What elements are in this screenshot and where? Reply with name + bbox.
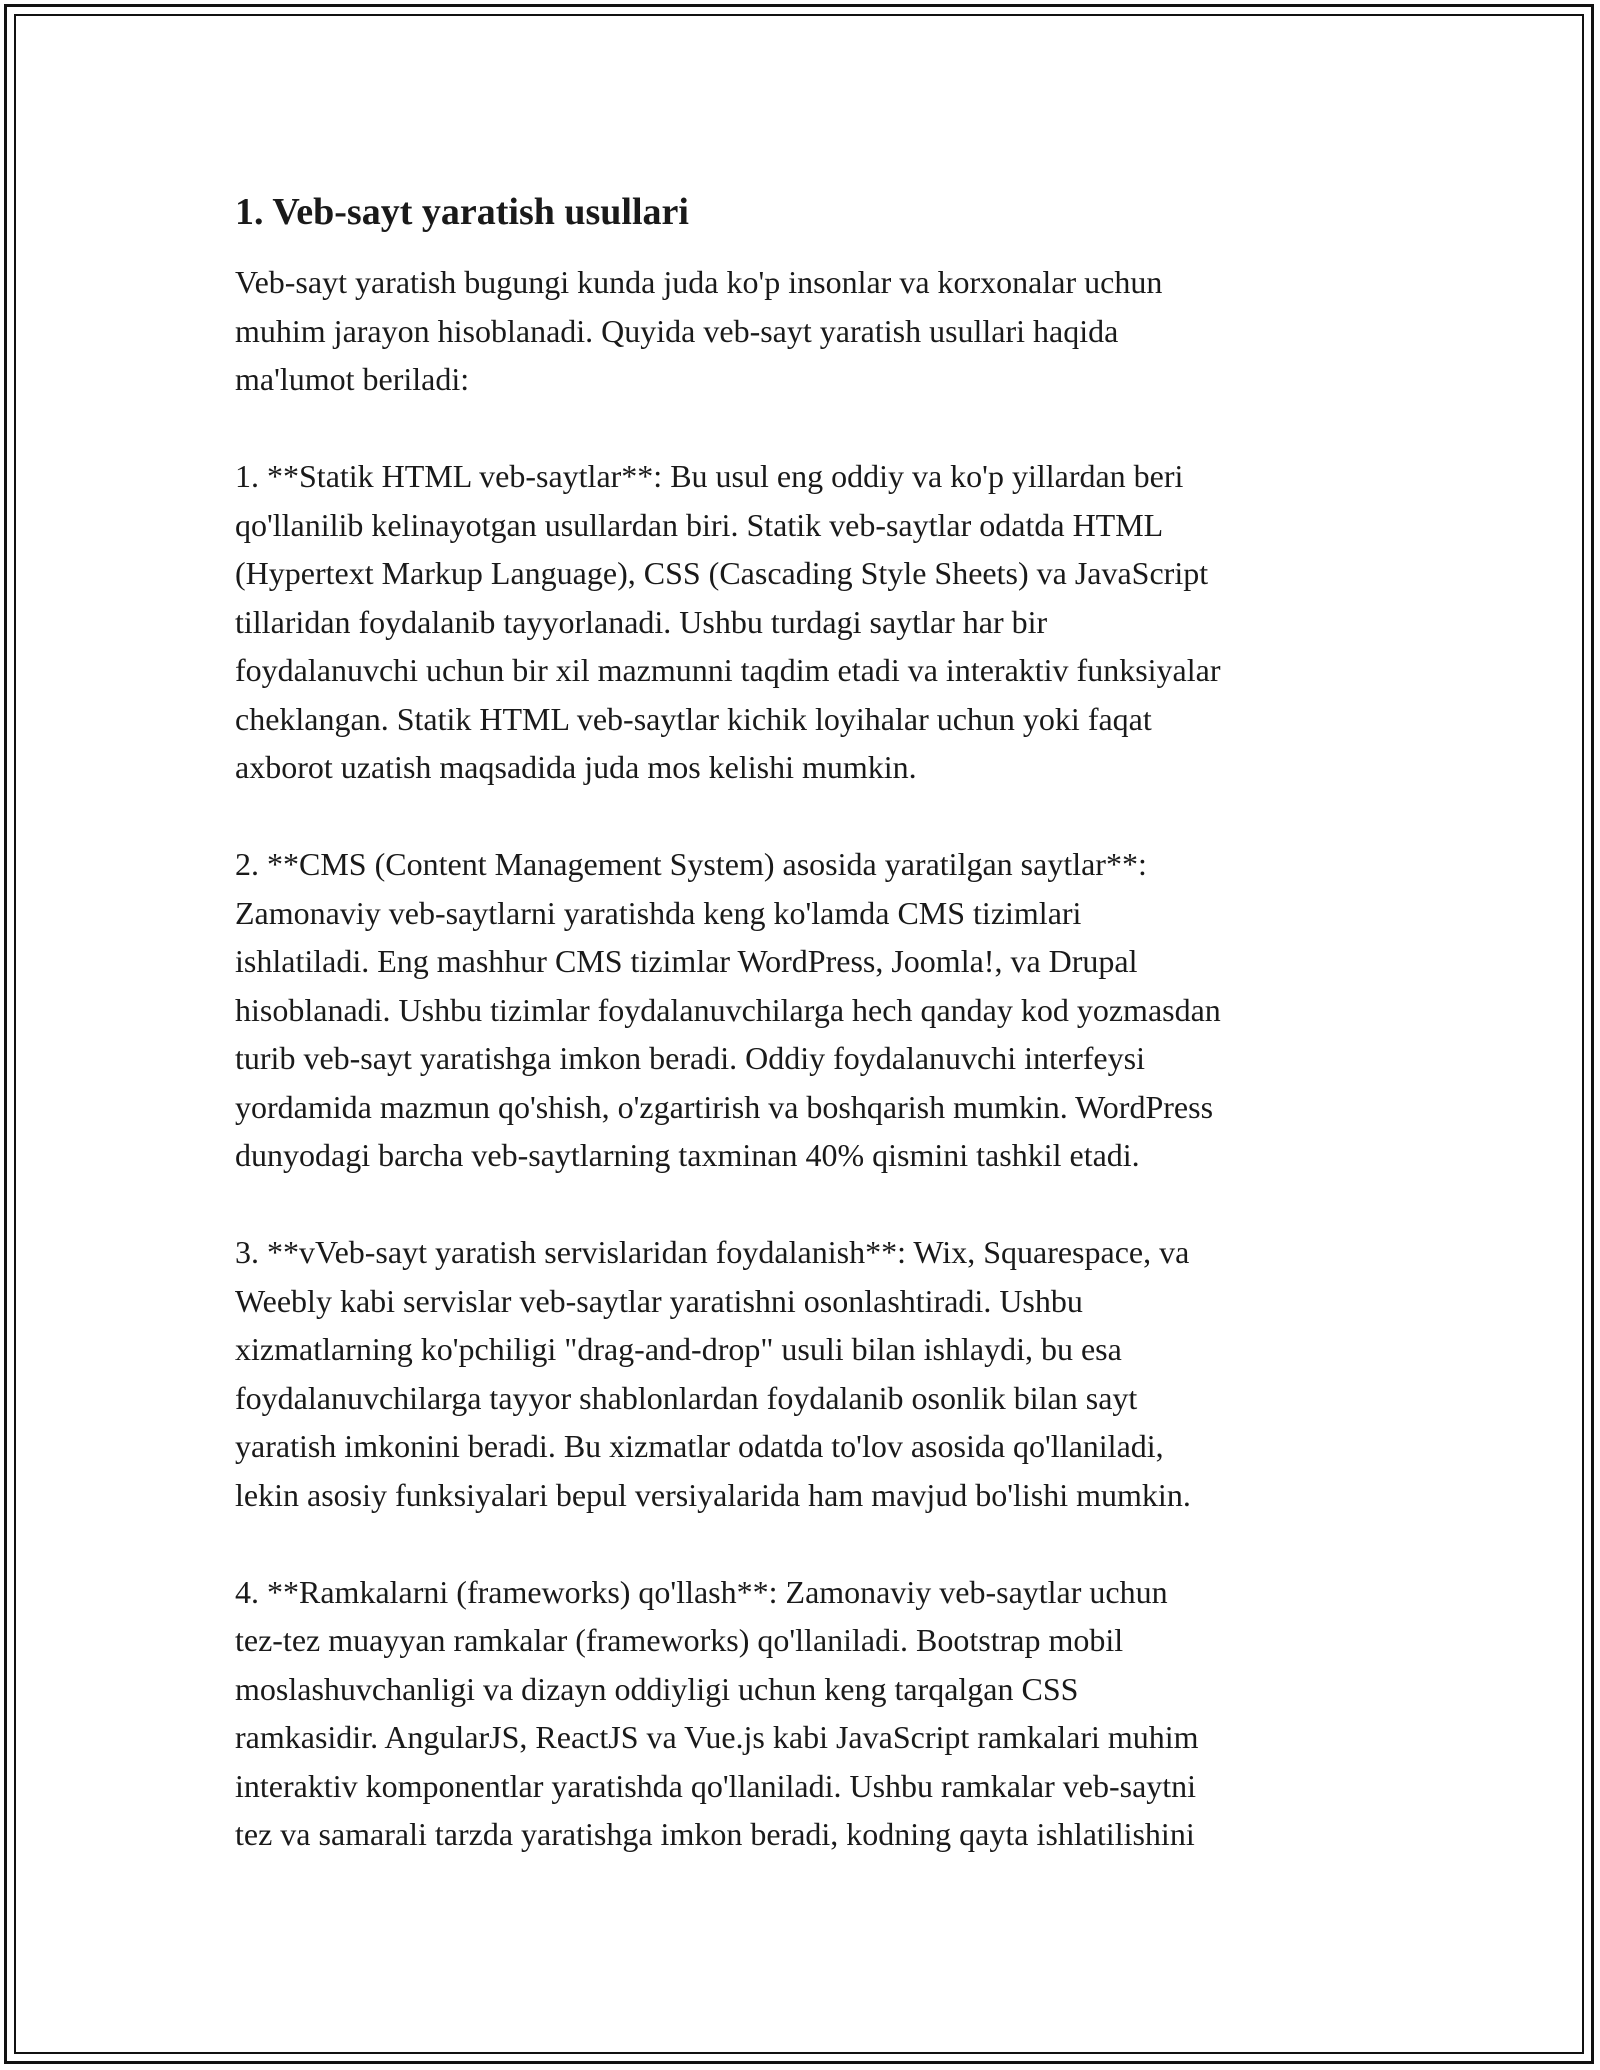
text-line: foydalanuvchilarga tayyor shablonlardan foydalanib osonlik bilan sayt <box>235 1379 1138 1416</box>
text-line: 4. **Ramkalarni (frameworks) qo'llash**: Zamonaviy veb-saytlar uchun <box>235 1573 1168 1610</box>
text-line: 3. **vVeb-sayt yaratish servislaridan foydalanish**: Wix, Squarespace, va <box>235 1234 1190 1270</box>
text-line: xizmatlarning ko'pchiligi "drag-and-drop" usuli bilan ishlaydi, bu esa <box>235 1331 1122 1367</box>
text-line: ramkasidir. AngularJS, ReactJS va Vue.js kabi JavaScript ramkalari muhim <box>235 1719 1199 1755</box>
text-line: yordamida mazmun qo'shish, o'zgartirish va boshqarish mumkin. WordPress <box>235 1088 1214 1125</box>
text-line: Zamonaviy veb-saytlarni yaratishda keng ko'lamda CMS tizimlari <box>235 894 1082 931</box>
text-line: axborot uzatish maqsadida juda mos kelishi mumkin. <box>235 749 917 785</box>
text-line: ma'lumot beriladi: <box>235 361 470 397</box>
text-line: (Hypertext Markup Language), CSS (Cascading Style Sheets) va JavaScript <box>235 555 1209 591</box>
text-line: cheklangan. Statik HTML veb-saytlar kichik loyihalar uchun yoki faqat <box>235 700 1152 737</box>
intro-paragraph <box>235 258 1365 404</box>
text-line: moslashuvchanligi va dizayn oddiyligi uchun keng tarqalgan CSS <box>235 1670 1079 1707</box>
text-line: ishlatiladi. Eng mashhur CMS tizimlar WordPress, Joomla!, va Drupal <box>235 943 1138 979</box>
text-line: turib veb-sayt yaratishga imkon beradi. Oddiy foydalanuvchi interfeysi <box>235 1040 1145 1076</box>
text-line: Veb-sayt yaratish bugungi kunda juda ko'p insonlar va korxonalar uchun <box>235 264 1163 300</box>
text-line: interaktiv komponentlar yaratishda qo'llaniladi. Ushbu ramkalar veb-saytni <box>235 1767 1197 1804</box>
section-static-html <box>235 452 1365 792</box>
text-line: lekin asosiy funksiyalari bepul versiyalarida ham mavjud bo'lishi mumkin. <box>235 1476 1191 1513</box>
section-cms <box>235 840 1365 1180</box>
text-line: yaratish imkonini beradi. Bu xizmatlar odatda to'lov asosida qo'llaniladi, <box>235 1428 1164 1464</box>
document-title: 1. Veb-sayt yaratish usullari <box>235 191 689 233</box>
text-line: muhim jarayon hisoblanadi. Quyida veb-sayt yaratish usullari haqida <box>235 312 1119 349</box>
text-line: hisoblanadi. Ushbu tizimlar foydalanuvchilarga hech qanday kod yozmasdan <box>235 991 1221 1028</box>
text-line: tillaridan foydalanib tayyorlanadi. Ushbu turdagi saytlar har bir <box>235 603 1048 640</box>
document-page <box>235 188 1365 1907</box>
section-frameworks <box>235 1568 1365 1859</box>
text-line: 2. **CMS (Content Management System) asosida yaratilgan saytlar**: <box>235 846 1147 882</box>
section-site-builders <box>235 1228 1365 1519</box>
text-line: tez-tez muayyan ramkalar (frameworks) qo'llaniladi. Bootstrap mobil <box>235 1622 1124 1658</box>
text-line: 1. **Statik HTML veb-saytlar**: Bu usul eng oddiy va ko'p yillardan beri <box>235 458 1184 494</box>
text-line: tez va samarali tarzda yaratishga imkon beradi, kodning qayta ishlatilishini <box>235 1816 1195 1852</box>
text-line: Weebly kabi servislar veb-saytlar yaratishni osonlashtiradi. Ushbu <box>235 1282 1083 1319</box>
text-line: qo'llanilib kelinayotgan usullardan biri. Statik veb-saytlar odatda HTML <box>235 506 1164 543</box>
text-line: dunyodagi barcha veb-saytlarning taxminan 40% qismini tashkil etadi. <box>235 1137 1140 1173</box>
text-line: foydalanuvchi uchun bir xil mazmunni taqdim etadi va interaktiv funksiyalar <box>235 652 1221 688</box>
